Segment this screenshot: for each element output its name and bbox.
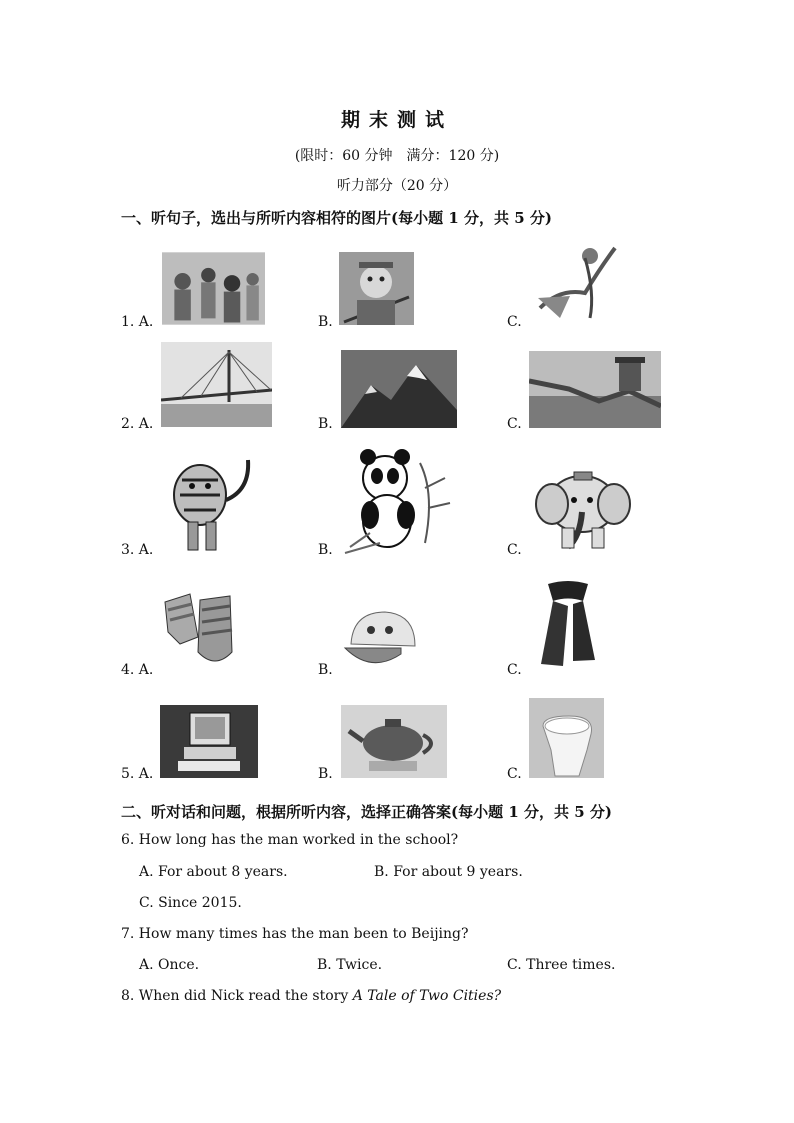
q2-label: 2. A. [121, 416, 154, 432]
q1-option-b-label: B. [318, 314, 333, 330]
q5-label: 5. A. [121, 766, 154, 782]
q1-label: 1. A. [121, 314, 154, 330]
q7-option-a[interactable]: A. Once. [139, 957, 200, 973]
q2-option-b-image[interactable] [341, 350, 457, 428]
scarf-icon [533, 576, 603, 671]
q2-option-b-label: B. [318, 416, 333, 432]
bridge-icon [161, 342, 272, 427]
q7-option-c[interactable]: C. Three times. [507, 957, 616, 973]
q3-option-b-label: B. [318, 542, 333, 558]
q5-option-a-image[interactable] [160, 705, 258, 778]
q2-option-c-image[interactable] [529, 351, 661, 428]
q8-prefix: 8. When did Nick read the story [121, 988, 353, 1004]
q6-option-b[interactable]: B. For about 9 years. [374, 864, 523, 880]
q3-option-c-image[interactable] [532, 462, 633, 555]
q4-option-b-image[interactable] [341, 604, 419, 676]
tiger-icon [160, 450, 257, 554]
flying-figure-icon [530, 238, 620, 326]
journey-group-icon [162, 252, 265, 325]
q4-option-b-label: B. [318, 662, 333, 678]
section-one-heading: 一、听句子，选出与所听内容相符的图片(每小题 1 分，共 5 分) [121, 209, 552, 227]
q5-option-c-image[interactable] [529, 698, 604, 778]
q4-option-c-label: C. [507, 662, 522, 678]
q5-option-b-image[interactable] [341, 705, 447, 778]
q6-option-c[interactable]: C. Since 2015. [139, 895, 242, 911]
toilet-icon [529, 698, 604, 778]
q2-option-c-label: C. [507, 416, 522, 432]
q2-option-a-image[interactable] [161, 342, 272, 427]
listening-part-heading: 听力部分（20 分） [336, 178, 458, 194]
q4-option-c-image[interactable] [533, 576, 603, 671]
q5-option-c-label: C. [507, 766, 522, 782]
monkey-king-icon [339, 252, 414, 325]
q6-text: 6. How long has the man worked in the school? [121, 832, 459, 848]
q8-book-title: A Tale of Two Cities? [352, 988, 502, 1004]
q3-option-b-image[interactable] [340, 443, 455, 555]
q7-text: 7. How many times has the man been to Beijing? [121, 926, 469, 942]
q4-option-a-image[interactable] [160, 582, 245, 674]
section-two-heading: 二、听对话和问题，根据所听内容，选择正确答案(每小题 1 分，共 5 分) [121, 803, 612, 821]
q7-option-b[interactable]: B. Twice. [317, 957, 383, 973]
snowy-mountain-icon [341, 350, 457, 428]
q1-option-b-image[interactable] [339, 252, 414, 325]
time-score-info: (限时：60 分钟 满分：120 分) [294, 148, 500, 164]
panda-icon [340, 443, 455, 555]
q3-option-c-label: C. [507, 542, 522, 558]
q3-label: 3. A. [121, 542, 154, 558]
q1-option-a-image[interactable] [162, 252, 265, 325]
teapot-icon [341, 705, 447, 778]
q3-option-a-image[interactable] [160, 450, 257, 554]
q5-option-b-label: B. [318, 766, 333, 782]
computer-icon [160, 705, 258, 778]
cap-icon [341, 604, 419, 676]
q6-option-a[interactable]: A. For about 8 years. [139, 864, 288, 880]
q1-option-c-label: C. [507, 314, 522, 330]
q4-label: 4. A. [121, 662, 154, 678]
gloves-icon [160, 582, 245, 674]
q1-option-c-image[interactable] [530, 238, 620, 326]
q8-text [121, 988, 501, 1004]
elephant-icon [532, 462, 633, 555]
page-title: 期末测试 [340, 109, 453, 131]
great-wall-icon [529, 351, 661, 428]
